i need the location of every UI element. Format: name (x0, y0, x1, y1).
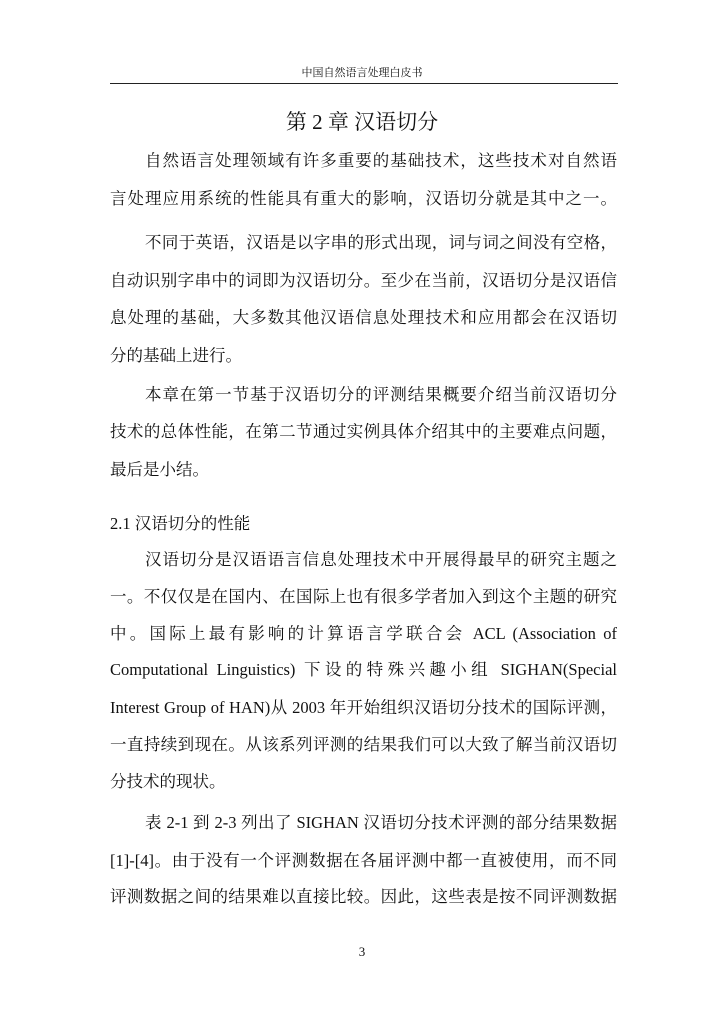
text-line: 自动识别字串中的词即为汉语切分。至少在当前，汉语切分是汉语信 (110, 271, 617, 290)
text-line: 评测数据之间的结果难以直接比较。因此，这些表是按不同评测数据 (110, 887, 617, 906)
text-line: 自然语言处理领域有许多重要的基础技术，这些技术对自然语 (145, 151, 617, 170)
text-line: 本章在第一节基于汉语切分的评测结果概要介绍当前汉语切分 (145, 385, 617, 404)
text-line: 中。国际上最有影响的计算语言学联合会 ACL (Association of (110, 624, 617, 643)
page-number: 3 (358, 944, 366, 959)
text-line: 不同于英语，汉语是以字串的形式出现，词与词之间没有空格， (145, 233, 617, 252)
text-line: 技术的总体性能，在第二节通过实例具体介绍其中的主要难点问题， (110, 422, 617, 441)
text-line: 息处理的基础，大多数其他汉语信息处理技术和应用都会在汉语切 (110, 308, 617, 327)
text-line: 分技术的现状。 (110, 772, 226, 791)
header-rule (110, 83, 618, 84)
text-line: 最后是小结。 (110, 460, 209, 479)
text-line: [1]-[4]。由于没有一个评测数据在各届评测中都一直被使用，而不同 (110, 851, 617, 870)
text-line: Computational Linguistics) 下设的特殊兴趣小组 SIGHAN(Special (110, 660, 617, 679)
chapter-title: 第 2 章 汉语切分 (285, 110, 439, 134)
running-header: 中国自然语言处理白皮书 (301, 66, 423, 79)
text-line: 表 2-1 到 2-3 列出了 SIGHAN 汉语切分技术评测的部分结果数据 (145, 813, 617, 832)
text-line: 汉语切分是汉语语言信息处理技术中开展得最早的研究主题之 (145, 550, 617, 569)
text-line: 一直持续到现在。从该系列评测的结果我们可以大致了解当前汉语切 (110, 735, 617, 754)
text-line: 言处理应用系统的性能具有重大的影响，汉语切分就是其中之一。 (110, 189, 617, 208)
text-line: 分的基础上进行。 (110, 346, 242, 365)
text-line: Interest Group of HAN)从 2003 年开始组织汉语切分技术的国际评测， (110, 698, 617, 717)
text-line: 一。不仅仅是在国内、在国际上也有很多学者加入到这个主题的研究 (110, 587, 617, 606)
section-heading: 2.1 汉语切分的性能 (110, 514, 251, 533)
